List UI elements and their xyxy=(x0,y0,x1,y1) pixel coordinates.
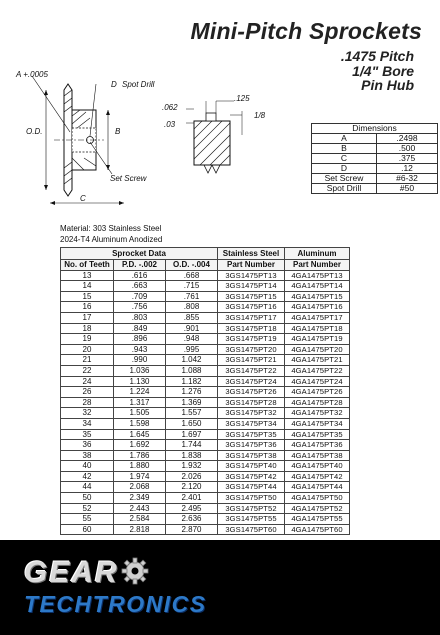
table-row xyxy=(61,503,350,514)
cell-al-part-number: 4GA1475PT26 xyxy=(285,387,350,398)
table-row xyxy=(61,450,350,461)
cell-ss-part-number: 3GS1475PT26 xyxy=(218,387,285,398)
cell-od: 1.276 xyxy=(166,387,218,398)
cell-teeth: 44 xyxy=(61,482,114,493)
cell-od: 1.838 xyxy=(166,450,218,461)
cell-pd: .756 xyxy=(114,302,166,313)
cell-al-part-number: 4GA1475PT19 xyxy=(285,334,350,345)
cell-od: .668 xyxy=(166,270,218,281)
cell-al-part-number: 4GA1475PT38 xyxy=(285,450,350,461)
material-line-1: Material: 303 Stainless Steel xyxy=(60,224,162,233)
cell-od: 2.120 xyxy=(166,482,218,493)
dimensions-row: D .12 xyxy=(312,164,438,174)
cell-ss-part-number: 3GS1475PT38 xyxy=(218,450,285,461)
table-row xyxy=(61,376,350,387)
dimensions-row: C .375 xyxy=(312,154,438,164)
brand-name-gear: GEAR xyxy=(24,556,119,589)
header-no-of-teeth: No. of Teeth xyxy=(61,260,114,271)
sprocket-front-view-drawing xyxy=(24,70,147,210)
dimensions-row: Set Screw #6-32 xyxy=(312,174,438,184)
table-row xyxy=(61,270,350,281)
cell-pd: 1.224 xyxy=(114,387,166,398)
cell-od: 2.636 xyxy=(166,514,218,525)
cell-pd: .803 xyxy=(114,312,166,323)
cell-od: 1.557 xyxy=(166,408,218,419)
cell-teeth: 21 xyxy=(61,355,114,366)
header-stainless-steel: Stainless Steel xyxy=(218,248,285,260)
table-row xyxy=(61,281,350,292)
cell-pd: 1.645 xyxy=(114,429,166,440)
label-03: .03 xyxy=(164,120,176,129)
cell-pd: .896 xyxy=(114,334,166,345)
cell-od: 1.697 xyxy=(166,429,218,440)
header-pd: P.D. -.002 xyxy=(114,260,166,271)
cell-ss-part-number: 3GS1475PT35 xyxy=(218,429,285,440)
cell-pd: 1.505 xyxy=(114,408,166,419)
table-row xyxy=(61,493,350,504)
cell-teeth: 36 xyxy=(61,440,114,451)
table-row xyxy=(61,291,350,302)
table-row xyxy=(61,471,350,482)
cell-al-part-number: 4GA1475PT15 xyxy=(285,291,350,302)
cell-pd: 1.880 xyxy=(114,461,166,472)
cell-ss-part-number: 3GS1475PT24 xyxy=(218,376,285,387)
cell-od: .715 xyxy=(166,281,218,292)
table-row xyxy=(61,408,350,419)
gear-icon xyxy=(121,557,149,585)
cell-pd: 1.036 xyxy=(114,365,166,376)
cell-al-part-number: 4GA1475PT18 xyxy=(285,323,350,334)
cell-teeth: 35 xyxy=(61,429,114,440)
cell-teeth: 24 xyxy=(61,376,114,387)
cell-ss-part-number: 3GS1475PT19 xyxy=(218,334,285,345)
cell-teeth: 17 xyxy=(61,312,114,323)
cell-al-part-number: 4GA1475PT24 xyxy=(285,376,350,387)
cell-al-part-number: 4GA1475PT55 xyxy=(285,514,350,525)
table-row xyxy=(61,440,350,451)
cell-pd: 2.443 xyxy=(114,503,166,514)
cell-ss-part-number: 3GS1475PT34 xyxy=(218,418,285,429)
cell-al-part-number: 4GA1475PT14 xyxy=(285,281,350,292)
cell-al-part-number: 4GA1475PT60 xyxy=(285,524,350,535)
label-a: A +.0005 xyxy=(16,70,48,79)
cell-od: 1.369 xyxy=(166,397,218,408)
brand-name-techtronics: TECHTRONICS xyxy=(24,591,207,617)
cell-od: .901 xyxy=(166,323,218,334)
cell-al-part-number: 4GA1475PT52 xyxy=(285,503,350,514)
cell-pd: 2.068 xyxy=(114,482,166,493)
cell-od: 2.495 xyxy=(166,503,218,514)
dimensions-row: B .500 xyxy=(312,144,438,154)
table-row xyxy=(61,524,350,535)
cell-teeth: 22 xyxy=(61,365,114,376)
cell-al-part-number: 4GA1475PT16 xyxy=(285,302,350,313)
cell-teeth: 42 xyxy=(61,471,114,482)
table-row xyxy=(61,365,350,376)
cell-ss-part-number: 3GS1475PT22 xyxy=(218,365,285,376)
cell-pd: .943 xyxy=(114,344,166,355)
material-line-2: 2024-T4 Aluminum Anodized xyxy=(60,235,163,244)
cell-ss-part-number: 3GS1475PT20 xyxy=(218,344,285,355)
cell-teeth: 38 xyxy=(61,450,114,461)
hub-label: Pin Hub xyxy=(361,77,414,93)
table-row xyxy=(61,461,350,472)
table-row xyxy=(61,355,350,366)
cell-ss-part-number: 3GS1475PT36 xyxy=(218,440,285,451)
table-row xyxy=(61,334,350,345)
cell-teeth: 34 xyxy=(61,418,114,429)
cell-od: 1.932 xyxy=(166,461,218,472)
dimensions-table xyxy=(311,123,438,194)
cell-al-part-number: 4GA1475PT35 xyxy=(285,429,350,440)
cell-teeth: 50 xyxy=(61,493,114,504)
cell-teeth: 19 xyxy=(61,334,114,345)
cell-teeth: 28 xyxy=(61,397,114,408)
cell-od: 2.026 xyxy=(166,471,218,482)
cell-ss-part-number: 3GS1475PT15 xyxy=(218,291,285,302)
table-row xyxy=(61,429,350,440)
cell-al-part-number: 4GA1475PT50 xyxy=(285,493,350,504)
cell-al-part-number: 4GA1475PT28 xyxy=(285,397,350,408)
cell-al-part-number: 4GA1475PT13 xyxy=(285,270,350,281)
cell-ss-part-number: 3GS1475PT14 xyxy=(218,281,285,292)
label-od: O.D. xyxy=(26,127,43,136)
cell-pd: .990 xyxy=(114,355,166,366)
dimensions-row: A .2498 xyxy=(312,134,438,144)
dimensions-row: Spot Drill #50 xyxy=(312,184,438,194)
cell-od: .855 xyxy=(166,312,218,323)
cell-pd: .663 xyxy=(114,281,166,292)
cell-ss-part-number: 3GS1475PT21 xyxy=(218,355,285,366)
label-d: D xyxy=(111,80,117,89)
cell-od: 1.088 xyxy=(166,365,218,376)
cell-ss-part-number: 3GS1475PT32 xyxy=(218,408,285,419)
cell-od: 2.401 xyxy=(166,493,218,504)
cell-od: 1.042 xyxy=(166,355,218,366)
cell-od: 1.650 xyxy=(166,418,218,429)
table-row xyxy=(61,302,350,313)
cell-ss-part-number: 3GS1475PT40 xyxy=(218,461,285,472)
cell-ss-part-number: 3GS1475PT60 xyxy=(218,524,285,535)
cell-od: .995 xyxy=(166,344,218,355)
cell-od: .761 xyxy=(166,291,218,302)
cell-al-part-number: 4GA1475PT22 xyxy=(285,365,350,376)
cell-pd: .616 xyxy=(114,270,166,281)
label-spot-drill: Spot Drill xyxy=(122,80,155,89)
cell-teeth: 32 xyxy=(61,408,114,419)
pitch-label: .1475 Pitch xyxy=(340,48,414,64)
table-row xyxy=(61,514,350,525)
dimensions-header: Dimensions xyxy=(312,124,438,134)
label-1-8: 1/8 xyxy=(254,111,266,120)
cell-ss-part-number: 3GS1475PT17 xyxy=(218,312,285,323)
cell-teeth: 16 xyxy=(61,302,114,313)
cell-al-part-number: 4GA1475PT21 xyxy=(285,355,350,366)
table-row xyxy=(61,387,350,398)
cell-pd: 2.349 xyxy=(114,493,166,504)
table-row xyxy=(61,312,350,323)
cell-pd: 1.692 xyxy=(114,440,166,451)
cell-teeth: 18 xyxy=(61,323,114,334)
cell-ss-part-number: 3GS1475PT28 xyxy=(218,397,285,408)
cell-pd: 2.584 xyxy=(114,514,166,525)
cell-pd: 1.974 xyxy=(114,471,166,482)
cell-od: .948 xyxy=(166,334,218,345)
header-od: O.D. -.004 xyxy=(166,260,218,271)
cell-al-part-number: 4GA1475PT32 xyxy=(285,408,350,419)
cell-al-part-number: 4GA1475PT40 xyxy=(285,461,350,472)
cell-ss-part-number: 3GS1475PT42 xyxy=(218,471,285,482)
page-title: Mini-Pitch Sprockets xyxy=(190,18,422,44)
header-al-part-number: Part Number xyxy=(285,260,350,271)
label-c: C xyxy=(80,194,86,203)
cell-od: 2.870 xyxy=(166,524,218,535)
cell-ss-part-number: 3GS1475PT50 xyxy=(218,493,285,504)
cell-al-part-number: 4GA1475PT34 xyxy=(285,418,350,429)
cell-od: 1.744 xyxy=(166,440,218,451)
cell-pd: 1.786 xyxy=(114,450,166,461)
cell-teeth: 55 xyxy=(61,514,114,525)
cell-pd: .709 xyxy=(114,291,166,302)
label-125: .125 xyxy=(234,94,250,103)
header-sprocket-data: Sprocket Data xyxy=(61,248,218,260)
cell-teeth: 15 xyxy=(61,291,114,302)
cell-teeth: 13 xyxy=(61,270,114,281)
table-row xyxy=(61,397,350,408)
table-row xyxy=(61,323,350,334)
label-set-screw: Set Screw xyxy=(110,174,147,183)
cell-pd: 1.317 xyxy=(114,397,166,408)
label-062: .062 xyxy=(162,103,178,112)
table-row xyxy=(61,482,350,493)
table-row xyxy=(61,344,350,355)
cell-pd: 1.130 xyxy=(114,376,166,387)
cell-teeth: 20 xyxy=(61,344,114,355)
cell-ss-part-number: 3GS1475PT55 xyxy=(218,514,285,525)
cell-ss-part-number: 3GS1475PT44 xyxy=(218,482,285,493)
cell-teeth: 52 xyxy=(61,503,114,514)
cell-teeth: 26 xyxy=(61,387,114,398)
cell-teeth: 60 xyxy=(61,524,114,535)
cell-teeth: 14 xyxy=(61,281,114,292)
header-ss-part-number: Part Number xyxy=(218,260,285,271)
sprocket-data-table xyxy=(60,247,350,535)
header-aluminum: Aluminum xyxy=(285,248,350,260)
cell-pd: .849 xyxy=(114,323,166,334)
cell-al-part-number: 4GA1475PT44 xyxy=(285,482,350,493)
cell-pd: 2.818 xyxy=(114,524,166,535)
cell-od: .808 xyxy=(166,302,218,313)
bore-label: 1/4" Bore xyxy=(352,63,414,79)
cell-al-part-number: 4GA1475PT42 xyxy=(285,471,350,482)
cell-ss-part-number: 3GS1475PT52 xyxy=(218,503,285,514)
cell-al-part-number: 4GA1475PT17 xyxy=(285,312,350,323)
cell-od: 1.182 xyxy=(166,376,218,387)
table-row xyxy=(61,418,350,429)
cell-al-part-number: 4GA1475PT20 xyxy=(285,344,350,355)
label-b: B xyxy=(115,127,121,136)
cell-pd: 1.598 xyxy=(114,418,166,429)
cell-teeth: 40 xyxy=(61,461,114,472)
cell-ss-part-number: 3GS1475PT18 xyxy=(218,323,285,334)
cell-ss-part-number: 3GS1475PT13 xyxy=(218,270,285,281)
cell-al-part-number: 4GA1475PT36 xyxy=(285,440,350,451)
cell-ss-part-number: 3GS1475PT16 xyxy=(218,302,285,313)
sprocket-side-view-drawing xyxy=(180,95,260,185)
